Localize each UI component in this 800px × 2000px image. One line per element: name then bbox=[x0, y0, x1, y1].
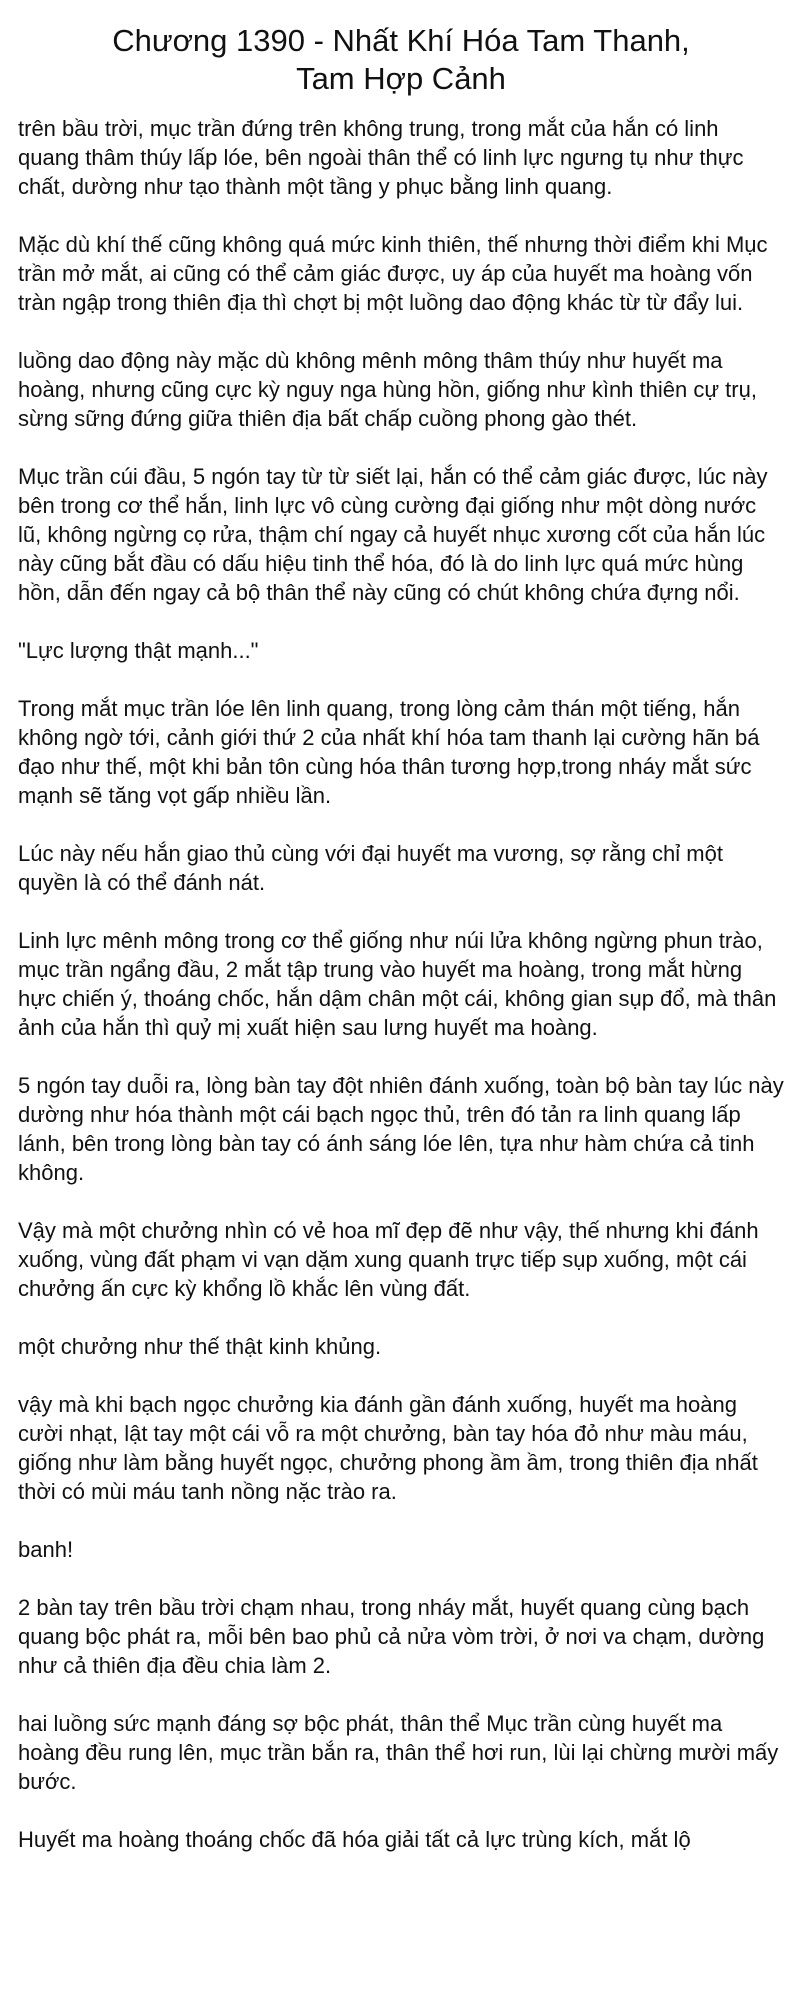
paragraph: một chưởng như thế thật kinh khủng. bbox=[18, 1334, 382, 1359]
paragraph: luồng dao động này mặc dù không mênh mông thâm thúy như huyết ma hoàng, nhưng cũng cực kỳ nguy nga hùng hồn, giống như kình thiên cự trụ, sừng sững đứng giữa thiên địa bất chấp cuồng phong gào thét. bbox=[18, 348, 757, 431]
paragraph: Mục trần cúi đầu, 5 ngón tay từ từ siết lại, hắn có thể cảm giác được, lúc này bên trong cơ thể hắn, linh lực vô cùng cường đại giống như một dòng nước lũ, không ngừng cọ rửa, thậm chí ngay cả huyết nhục xương cốt của hắn lúc này cũng bắt đầu có dấu hiệu tinh thể hóa, đó là do linh lực quá mức hùng hồn, dẫn đến ngay cả bộ thân thể này cũng có chút không chứa đựng nổi. bbox=[18, 464, 768, 605]
paragraph: 5 ngón tay duỗi ra, lòng bàn tay đột nhiên đánh xuống, toàn bộ bàn tay lúc này dường như hóa thành một cái bạch ngọc thủ, trên đó tản ra linh quang lấp lánh, bên trong lòng bàn tay có ánh sáng lóe lên, tựa như hàm chứa cả tinh không. bbox=[18, 1073, 784, 1185]
chapter-title: Chương 1390 - Nhất Khí Hóa Tam Thanh, Tam Hợp Cảnh bbox=[112, 23, 690, 96]
paragraph: banh! bbox=[18, 1537, 74, 1562]
paragraph: trên bầu trời, mục trần đứng trên không trung, trong mắt của hắn có linh quang thâm thúy lấp lóe, bên ngoài thân thể có linh lực ngưng tụ như thực chất, dường như tạo thành một tầng y phục bằng linh quang. bbox=[18, 116, 744, 199]
paragraph: Linh lực mênh mông trong cơ thể giống như núi lửa không ngừng phun trào, mục trần ngẩng đầu, 2 mắt tập trung vào huyết ma hoàng, trong mắt hừng hực chiến ý, thoáng chốc, hắn dậm chân một cái, không gian sụp đổ, mà thân ảnh của hắn thì quỷ mị xuất hiện sau lưng huyết ma hoàng. bbox=[18, 928, 777, 1040]
paragraph: Huyết ma hoàng thoáng chốc đã hóa giải tất cả lực trùng kích, mắt lộ bbox=[18, 1827, 691, 1852]
paragraph: Trong mắt mục trần lóe lên linh quang, trong lòng cảm thán một tiếng, hắn không ngờ tới, cảnh giới thứ 2 của nhất khí hóa tam thanh lại cường hãn bá đạo như thế, một khi bản tôn cùng hóa thân tương hợp,trong nháy mắt sức mạnh sẽ tăng vọt gấp nhiều lần. bbox=[18, 696, 760, 808]
paragraph: "Lực lượng thật mạnh..." bbox=[18, 638, 259, 663]
paragraph: 2 bàn tay trên bầu trời chạm nhau, trong nháy mắt, huyết quang cùng bạch quang bộc phát ra, mỗi bên bao phủ cả nửa vòm trời, ở nơi va chạm, dường như cả thiên địa đều chia làm 2. bbox=[18, 1595, 765, 1678]
paragraph: Vậy mà một chưởng nhìn có vẻ hoa mĩ đẹp đẽ như vậy, thế nhưng khi đánh xuống, vùng đất phạm vi vạn dặm xung quanh trực tiếp sụp xuống, một cái chưởng ấn cực kỳ khổng lồ khắc lên vùng đất. bbox=[18, 1218, 759, 1301]
paragraph: hai luồng sức mạnh đáng sợ bộc phát, thân thể Mục trần cùng huyết ma hoàng đều rung lên, mục trần bắn ra, thân thể hơi run, lùi lại chừng mười mấy bước. bbox=[18, 1711, 779, 1794]
paragraph: vậy mà khi bạch ngọc chưởng kia đánh gần đánh xuống, huyết ma hoàng cười nhạt, lật tay một cái vỗ ra một chưởng, bàn tay hóa đỏ như màu máu, giống như làm bằng huyết ngọc, chưởng phong ầm ầm, trong thiên địa nhất thời có mùi máu tanh nồng nặc trào ra. bbox=[18, 1392, 758, 1504]
paragraph: Mặc dù khí thế cũng không quá mức kinh thiên, thế nhưng thời điểm khi Mục trần mở mắt, ai cũng có thể cảm giác được, uy áp của huyết ma hoàng vốn tràn ngập trong thiên địa thì chợt bị một luồng dao động khác từ từ đẩy lui. bbox=[18, 232, 768, 315]
paragraph: Lúc này nếu hắn giao thủ cùng với đại huyết ma vương, sợ rằng chỉ một quyền là có thể đánh nát. bbox=[18, 841, 723, 895]
